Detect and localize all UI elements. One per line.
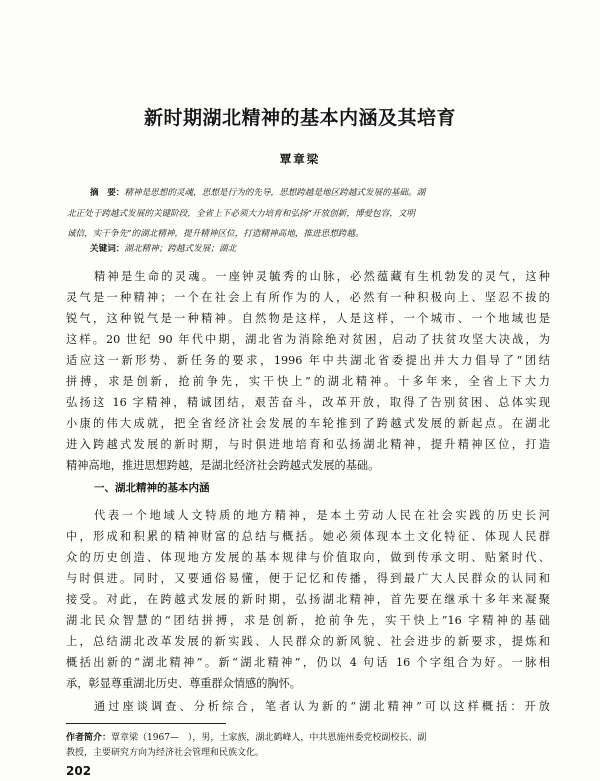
abstract-line-1 — [90, 183, 530, 204]
abstract — [67, 183, 530, 245]
body-line: 概括出新的“湖北精神”。新“湖北精神”，仍以 4 句话 16 个字组合为好。一脉相 — [66, 656, 550, 669]
abstract-label: 摘 要： — [90, 188, 125, 198]
body-line: 承，彰显尊重湖北历史、尊重群众情感的胸怀。 — [66, 677, 301, 690]
article-title: 新时期湖北精神的基本内涵及其培育 — [143, 107, 456, 129]
section-heading: 一、湖北精神的基本内涵 — [94, 482, 210, 494]
author-note-text: 覃章梁（1967— ），男，土家族，湖北鹤峰人，中共恩施州委党校副校长、副 — [111, 733, 427, 743]
body-line: 通过座谈调查、分析综合，笔者认为新的“湖北精神”可以这样概括：开放 — [94, 700, 550, 713]
page-number: 202 — [66, 764, 92, 778]
author-note-line-2: 教授，主要研究方向为经济社会管理和民族文化。 — [66, 748, 265, 758]
body-line: 小康的伟大成就，把全省经济社会发展的车轮推到了跨越式发展的新起点。在湖北 — [66, 417, 550, 430]
body-line: 接受。对此，在跨越式发展的新时期，弘扬湖北精神，首先要在继承十多年来凝聚 — [66, 593, 550, 606]
abstract-text-1: 精神是思想的灵魂，思想是行为的先导，思想跨越是地区跨越式发展的基础。湖 — [124, 188, 426, 198]
keywords-text: 湖北精神；跨越式发展；湖北 — [124, 244, 237, 254]
body-line: 弘扬这 16 字精神，精诚团结，艰苦奋斗，改革开放，取得了告别贫困、总体实现 — [66, 396, 550, 409]
body-line: 适应这一新形势、新任务的要求，1996 年中共湖北省委提出并大力倡导了“团结 — [66, 354, 550, 367]
body-line: 灵气是一种精神；一个在社会上有所作为的人，必然有一种积极向上、坚忍不拔的 — [66, 291, 550, 304]
abstract-line-3: 诚信，实干争先”的湖北精神，提升精神区位，打造精神高地，推进思想跨越。 — [67, 229, 364, 239]
abstract-line-2: 北正处于跨越式发展的关键阶段，全省上下必须大力培育和弘扬“开放创新，博爱包容，文明 — [67, 208, 416, 219]
body-line: 众的历史创造、体现地方发展的基本规律与价值取向，做到传承文明、贴紧时代、 — [66, 551, 550, 564]
body-line: 湖北民众智慧的“团结拼搏，求是创新，抢前争先，实干快上”16 字精神的基础 — [66, 614, 550, 627]
article-author: 覃章梁 — [279, 152, 321, 166]
author-note-line-1 — [66, 731, 550, 745]
footnote-divider — [66, 723, 226, 724]
body-line: 代表一个地域人文特质的地方精神，是本土劳动人民在社会实践的历史长河 — [94, 509, 550, 522]
author-note-label: 作者简介： — [66, 733, 112, 743]
body-line: 精神高地，推进思想跨越，是湖北经济社会跨越式发展的基础。 — [66, 459, 380, 472]
body-line: 进入跨越式发展的新时期，与时俱进地培育和弘扬湖北精神，提升精神区位，打造 — [66, 438, 550, 451]
keywords — [90, 241, 530, 257]
keywords-label: 关键词： — [90, 244, 125, 254]
body-line: 拼搏，求是创新，抢前争先，实干快上”的湖北精神。十多年来，全省上下大力 — [66, 375, 550, 388]
body-line: 中，形成和积累的精神财富的总结与概括。她必须体现本土文化特征、体现人民群 — [66, 530, 550, 543]
body-line: 与时俱进。同时，又要通俗易懂，便于记忆和传播，得到最广大人民群众的认同和 — [66, 572, 550, 585]
body-line: 这样。20 世纪 90 年代中期，湖北省为消除绝对贫困，启动了扶贫攻坚大决战，为 — [66, 333, 550, 346]
body-line: 精神是生命的灵魂。一座钟灵毓秀的山脉，必然蕴藏有生机勃发的灵气，这种 — [94, 270, 550, 283]
body-line: 上，总结湖北改革发展的新实践、人民群众的新风貌、社会进步的新要求，提炼和 — [66, 635, 550, 648]
body-line: 锐气，这种锐气是一种精神。自然物是这样，人是这样，一个城市、一个地域也是 — [66, 312, 550, 325]
